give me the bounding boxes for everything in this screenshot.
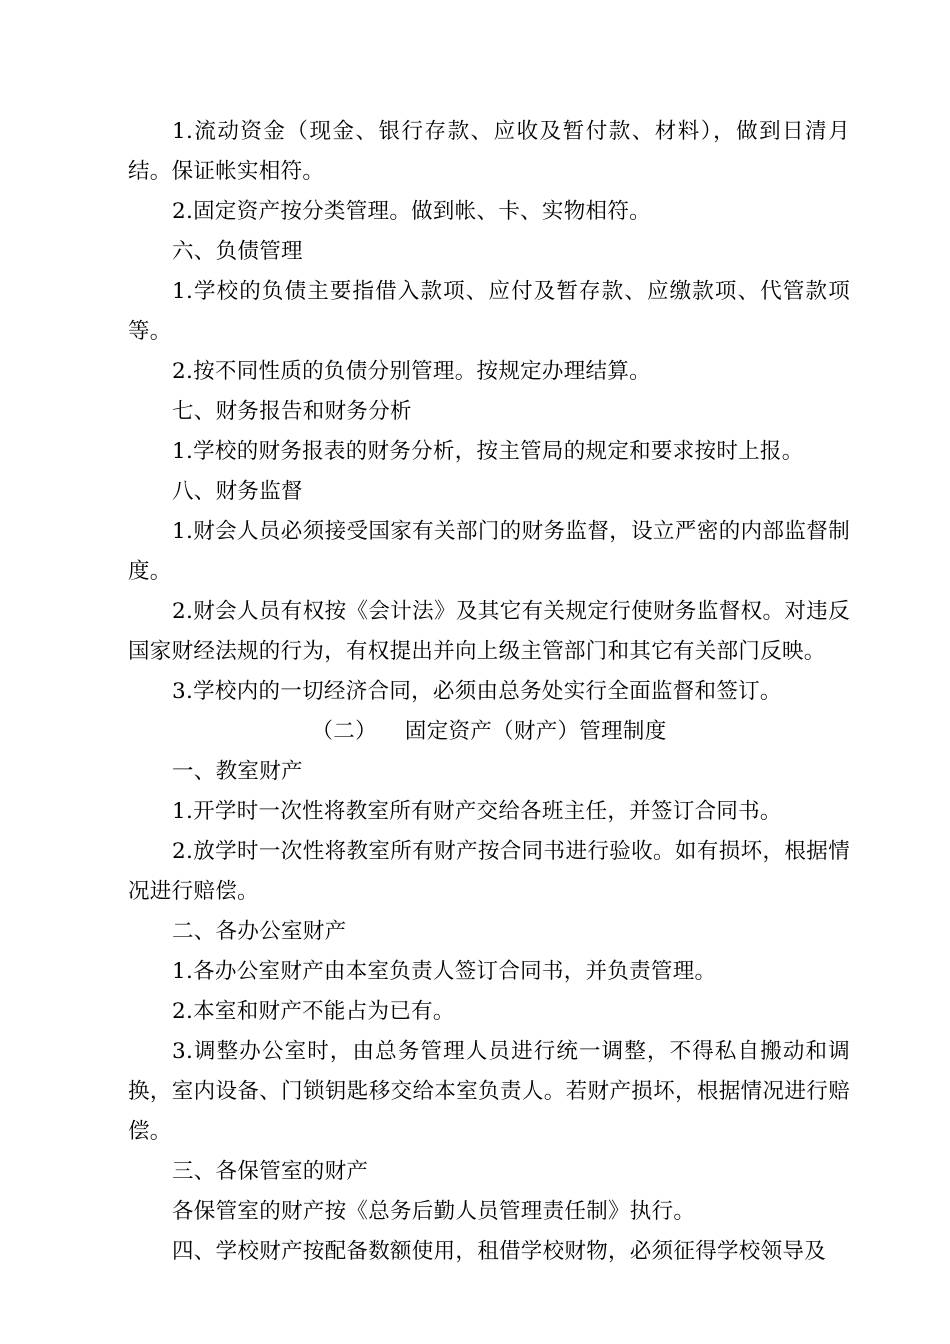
paragraph-financial-report: 1.学校的财务报表的财务分析，按主管局的规定和要求按时上报。 (172, 439, 804, 464)
paragraph-liabilities-management: 2.按不同性质的负债分别管理。按规定办理结算。 (172, 359, 651, 384)
paragraph-fixed-assets: 2.固定资产按分类管理。做到帐、卡、实物相符。 (172, 199, 651, 224)
paragraph-supervision-1: 1.财会人员必须接受国家有关部门的财务监督，设立严密的内部监督制度。 (128, 519, 850, 584)
heading-financial-report: 七、财务报告和财务分析 (172, 399, 412, 424)
paragraph-office-2: 2.本室和财产不能占为已有。 (172, 999, 455, 1024)
paragraph-current-funds: 1.流动资金（现金、银行存款、应收及暂付款、材料），做到日清月结。保证帐实相符。 (128, 119, 850, 184)
section-heading (128, 712, 850, 752)
heading-classroom-property: 一、教室财产 (172, 759, 303, 784)
paragraph-liabilities-scope: 1.学校的负债主要指借入款项、应付及暂存款、应缴款项、代管款项等。 (128, 279, 850, 344)
paragraph-classroom-2: 2.放学时一次性将教室所有财产按合同书进行验收。如有损坏，根据情况进行赔偿。 (128, 839, 850, 904)
paragraph-storage: 各保管室的财产按《总务后勤人员管理责任制》执行。 (172, 1199, 696, 1224)
paragraph-office-1: 1.各办公室财产由本室负责人签订合同书，并负责管理。 (172, 959, 717, 984)
paragraph-supervision-3: 3.学校内的一切经济合同，必须由总务处实行全面监督和签订。 (172, 679, 782, 704)
heading-storage-property: 三、各保管室的财产 (172, 1159, 369, 1184)
section-heading-title: 固定资产（财产）管理制度 (404, 719, 667, 744)
paragraph-supervision-2: 2.财会人员有权按《会计法》及其它有关规定行使财务监督权。对违反国家财经法规的行为，有权提出并向上级主管部门和其它有关部门反映。 (128, 599, 850, 664)
heading-financial-supervision: 八、财务监督 (172, 479, 303, 504)
paragraph-office-3: 3.调整办公室时，由总务管理人员进行统一调整，不得私自搬动和调换，室内设备、门锁钥匙移交给本室负责人。若财产损坏，根据情况进行赔偿。 (128, 1039, 850, 1144)
document-page (128, 112, 850, 1272)
heading-office-property: 二、各办公室财产 (172, 919, 347, 944)
section-heading-number: （二） (311, 719, 377, 744)
paragraph-school-property: 四、学校财产按配备数额使用，租借学校财物，必须征得学校领导及 (172, 1239, 827, 1264)
heading-liabilities: 六、负债管理 (172, 239, 303, 264)
paragraph-classroom-1: 1.开学时一次性将教室所有财产交给各班主任，并签订合同书。 (172, 799, 782, 824)
